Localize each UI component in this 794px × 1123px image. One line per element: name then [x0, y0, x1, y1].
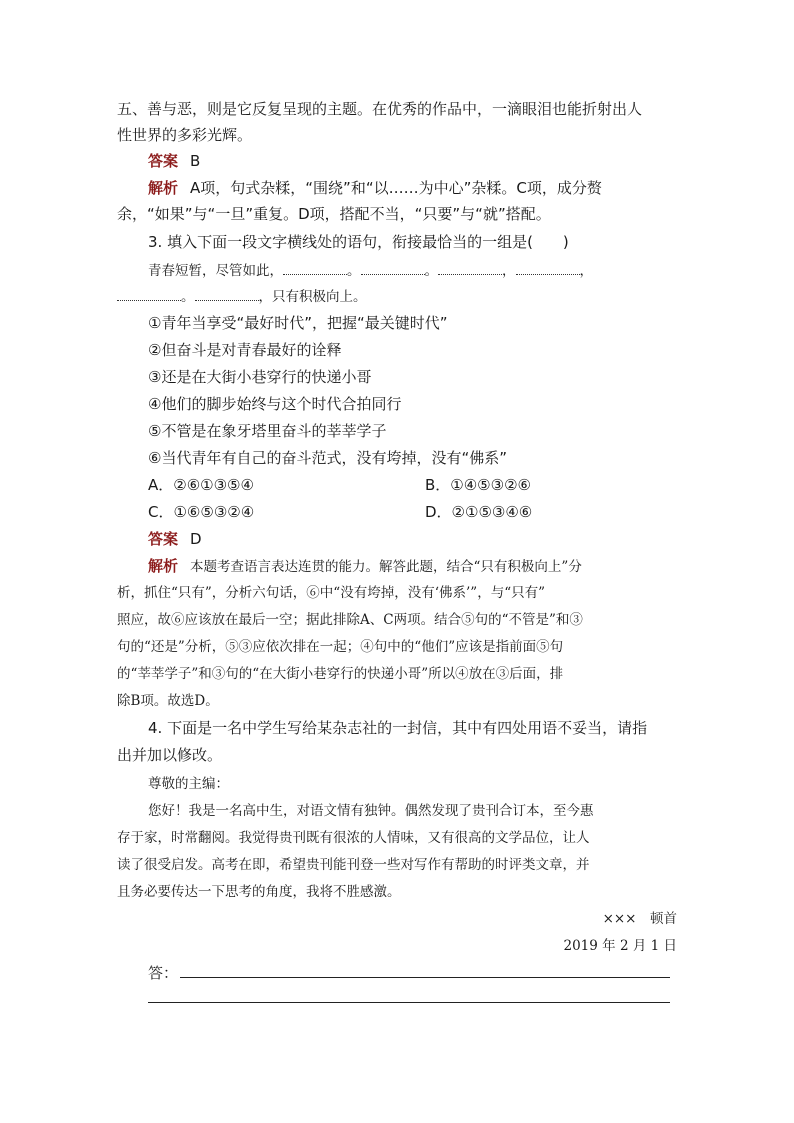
analysis-label: 解析 [148, 557, 179, 575]
option-c: C．①⑥⑤③②④ [148, 503, 255, 521]
sentence-item: ④他们的脚步始终与这个时代合拍同行 [148, 395, 402, 413]
option-a: A．②⑥①③⑤④ [148, 476, 254, 494]
sentence-item: ⑥当代青年有自己的奋斗范式，没有垮掉，没有“佛系” [148, 449, 507, 467]
answer-prompt: 答： [148, 964, 179, 982]
passage-punct: 。 [181, 289, 195, 305]
sentence-item: ③还是在大街小巷穿行的快递小哥 [148, 368, 372, 386]
question-3-stem: 3. 填入下面一段文字横线处的语句，衔接最恰当的一组是( ) [148, 233, 569, 251]
sentence-item: ②但奋斗是对青春最好的诠释 [148, 341, 342, 359]
fill-blank [195, 286, 259, 301]
passage-punct: ， [579, 263, 593, 279]
analysis-text: 本题考查语言表达连贯的能力。解答此题，结合“只有积极向上”分 [190, 559, 582, 575]
answer-label: 答案 [148, 152, 179, 170]
answer-value: B [190, 152, 201, 170]
answer-label: 答案 [148, 530, 179, 548]
question-4-stem: 4. 下面是一名中学生写给某杂志社的一封信，其中有四处用语不妥当，请指 [148, 719, 648, 737]
analysis-text: A项，句式杂糅，“围绕”和“以……为中心”杂糅。C项，成分赘 [190, 179, 602, 197]
sentence-item: ①青年当享受“最好时代”，把握“最关键时代” [148, 314, 448, 332]
option-b: B．①④⑤③②⑥ [425, 476, 531, 494]
answer-row [148, 148, 708, 174]
letter-body: 存于家，时常翻阅。我觉得贵刊既有很浓的人情味，又有很高的文学品位，让人 [117, 830, 590, 846]
answer-value: D [190, 530, 202, 548]
analysis-row [148, 553, 708, 580]
fill-blank [516, 260, 580, 275]
analysis-text: 余，“如果”与“一旦”重复。D项，搭配不当，“只要”与“就”搭配。 [117, 205, 551, 223]
letter-body: 读了很受启发。高考在即，希望贵刊能刊登一些对写作有帮助的时评类文章，并 [117, 857, 590, 873]
passage-punct: ， [502, 263, 516, 279]
fill-blank [438, 260, 502, 275]
letter-body: 且务必要传达一下思考的角度，我将不胜感激。 [117, 884, 401, 900]
fill-blank [283, 260, 347, 275]
letter-date: 2019 年 2 月 1 日 [563, 938, 677, 954]
letter-salutation: 尊敬的主编： [148, 776, 229, 792]
option-d: D．②①⑤③④⑥ [425, 503, 533, 521]
question-3-passage [148, 258, 708, 284]
answer-input-line[interactable] [148, 1002, 670, 1003]
passage-end: ，只有积极向上。 [258, 289, 367, 305]
letter-signature: ××× 顿首 [602, 911, 677, 927]
fill-blank [361, 260, 425, 275]
analysis-text: 析，抓住“只有”，分析六句话，⑥中“没有垮掉，没有‘佛系’”，与“只有” [117, 585, 545, 601]
passage-punct: 。 [347, 263, 361, 279]
question-4-stem: 出并加以修改。 [117, 746, 223, 764]
analysis-text: 句的“还是”分析，⑤③应依次排在一起；④句中的“他们”应该是指前面⑤句 [117, 639, 564, 655]
analysis-text: 的“莘莘学子”和③句的“在大街小巷穿行的快递小哥”所以④放在③后面，排 [117, 666, 564, 682]
analysis-row [148, 175, 708, 201]
answer-input-line[interactable] [180, 977, 670, 978]
question-3-passage [117, 284, 677, 310]
sentence-item: ⑤不管是在象牙塔里奋斗的莘莘学子 [148, 422, 387, 440]
analysis-text: 除B项。故选D。 [117, 693, 219, 709]
analysis-text: 照应，故⑥应该放在最后一空；据此排除A、C两项。结合⑤句的“不管是”和③ [117, 612, 583, 628]
answer-row [148, 526, 708, 552]
passage-punct: 。 [424, 263, 438, 279]
prev-question-text: 五、善与恶，则是它反复呈现的主题。在优秀的作品中，一滴眼泪也能折射出人 [117, 100, 643, 118]
passage-start: 青春短暂，尽管如此， [148, 263, 283, 279]
fill-blank [117, 286, 181, 301]
prev-question-text: 性世界的多彩光辉。 [117, 126, 253, 144]
analysis-label: 解析 [148, 179, 179, 197]
letter-body: 您好！我是一名高中生，对语文情有独钟。偶然发现了贵刊合订本，至今惠 [148, 803, 594, 819]
